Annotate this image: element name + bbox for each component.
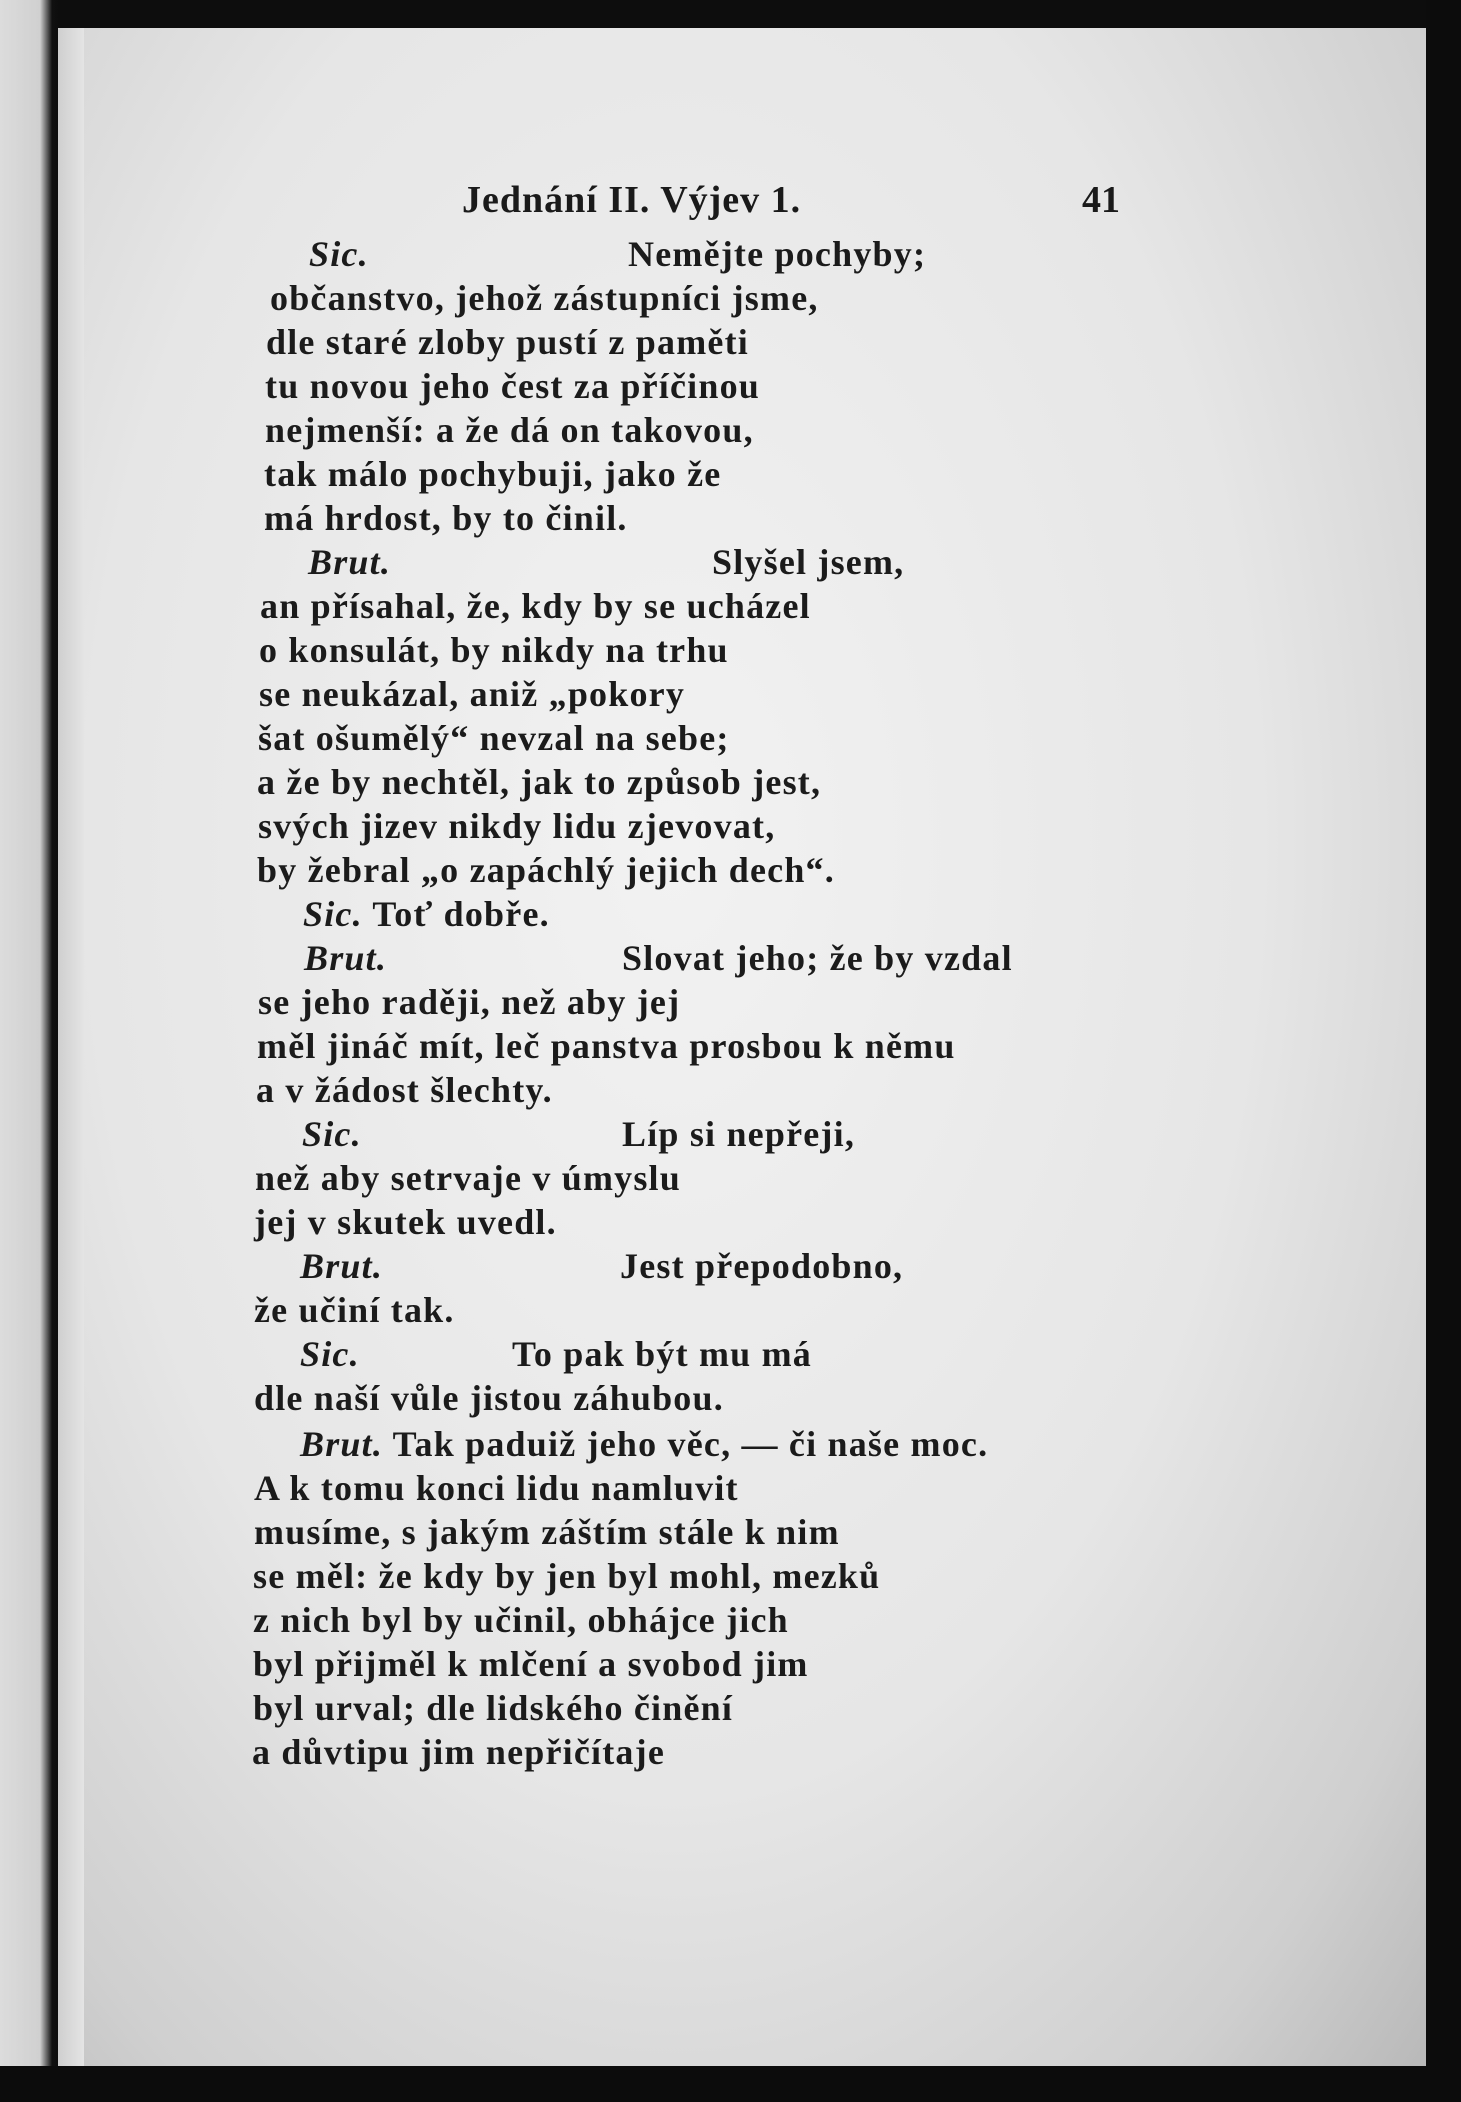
verse-text: dle naší vůle jistou záhubou. <box>254 1378 724 1418</box>
verse-text: se měl: že kdy by jen byl mohl, mezků <box>253 1556 881 1596</box>
verse-line <box>257 1024 956 1068</box>
verse-text: o konsulát, by nikdy na trhu <box>259 630 729 670</box>
verse-text: se neukázal, aniž „pokory <box>259 674 686 714</box>
speech-line <box>302 1112 856 1156</box>
running-title: Jednání II. Výjev 1. <box>462 179 802 221</box>
speaker-name: Brut. <box>300 1424 384 1464</box>
verse-line <box>259 672 685 716</box>
verse-text: jej v skutek uvedl. <box>254 1202 557 1242</box>
speech-text: Jest přepodobno, <box>620 1246 904 1286</box>
verse-line <box>253 1642 809 1686</box>
speech-text: Tak paduiž jeho věc, — či naše moc. <box>383 1424 989 1464</box>
verse-text: a že by nechtěl, jak to způsob jest, <box>257 762 822 802</box>
verse-text: musíme, s jakým záštím stále k nim <box>254 1512 840 1552</box>
scan-border-right <box>1426 0 1461 2102</box>
verse-text: dle staré zloby pustí z paměti <box>266 322 749 362</box>
speaker-name: Sic. <box>303 894 363 934</box>
speech-line <box>308 540 905 584</box>
verse-line <box>252 1730 665 1774</box>
verse-text: z nich byl by učinil, obhájce jich <box>253 1600 789 1640</box>
verse-line <box>258 716 730 760</box>
verse-text: tu novou jeho čest za příčinou <box>265 366 760 406</box>
speech-line <box>304 936 1013 980</box>
verse-text: se jeho raději, než aby jej <box>258 982 681 1022</box>
verse-text: a v žádost šlechty. <box>256 1070 553 1110</box>
verse-text: byl urval; dle lidského činění <box>253 1688 734 1728</box>
verse-text: by žebral „o zapáchlý jejich dech“. <box>257 850 835 890</box>
speech-line <box>300 1422 988 1466</box>
speaker-name: Brut. <box>300 1246 384 1286</box>
verse-text: šat ošumělý“ nevzal na sebe; <box>258 718 730 758</box>
verse-text: má hrdost, by to činil. <box>264 498 628 538</box>
verse-line <box>265 364 760 408</box>
speech-text: To pak být mu má <box>512 1334 812 1374</box>
verse-text: svých jizev nikdy lidu zjevovat, <box>258 806 776 846</box>
verse-line <box>253 1554 880 1598</box>
verse-line <box>255 1156 681 1200</box>
speech-text: Toť dobře. <box>362 894 550 934</box>
verse-text: že učiní tak. <box>254 1290 455 1330</box>
verse-text: byl přijměl k mlčení a svobod jim <box>253 1644 809 1684</box>
verse-line <box>257 848 835 892</box>
verse-line <box>257 760 821 804</box>
verse-text: a důvtipu jim nepřičítaje <box>252 1732 665 1772</box>
verse-line <box>259 628 729 672</box>
speech-text: Slovat jeho; že by vzdal <box>622 938 1013 978</box>
verse-line <box>253 1598 789 1642</box>
verse-line <box>270 276 819 320</box>
verse-text: občanstvo, jehož zástupníci jsme, <box>270 278 819 318</box>
speech-line <box>309 232 927 276</box>
verse-text: A k tomu konci lidu namluvit <box>254 1468 739 1508</box>
verse-line <box>254 1376 724 1420</box>
verse-text: an přísahal, že, kdy by se ucházel <box>260 586 811 626</box>
speech-line <box>303 892 550 936</box>
verse-line <box>266 320 749 364</box>
page-gutter <box>58 28 84 2066</box>
speaker-name: Sic. <box>300 1334 360 1374</box>
verse-line <box>254 1466 739 1510</box>
speech-text: Líp si nepřeji, <box>622 1114 856 1154</box>
speaker-name: Brut. <box>304 938 388 978</box>
verse-line <box>253 1686 733 1730</box>
verse-line <box>258 804 775 848</box>
verse-line <box>256 1068 553 1112</box>
verse-line <box>265 408 754 452</box>
verse-line <box>264 496 628 540</box>
verse-text: než aby setrvaje v úmyslu <box>255 1158 681 1198</box>
verse-line <box>264 452 721 496</box>
verse-line <box>260 584 811 628</box>
book-spine <box>0 0 58 2102</box>
speaker-name: Brut. <box>308 542 392 582</box>
verse-text: tak málo pochybuji, jako že <box>264 454 722 494</box>
verse-text: měl jináč mít, leč panstva prosbou k němu <box>257 1026 956 1066</box>
speaker-name: Sic. <box>309 234 369 274</box>
speaker-name: Sic. <box>302 1114 362 1154</box>
speech-line <box>300 1244 904 1288</box>
verse-line <box>254 1288 455 1332</box>
speech-text: Nemějte pochyby; <box>628 234 927 274</box>
verse-text: nejmenší: a že dá on takovou, <box>265 410 754 450</box>
speech-text: Slyšel jsem, <box>712 542 905 582</box>
verse-line <box>254 1510 840 1554</box>
verse-line <box>258 980 680 1024</box>
scan-border-bottom <box>0 2066 1461 2102</box>
running-header <box>0 178 1461 228</box>
verse-line <box>254 1200 557 1244</box>
speech-line <box>300 1332 812 1376</box>
page-number: 41 <box>1082 179 1120 221</box>
